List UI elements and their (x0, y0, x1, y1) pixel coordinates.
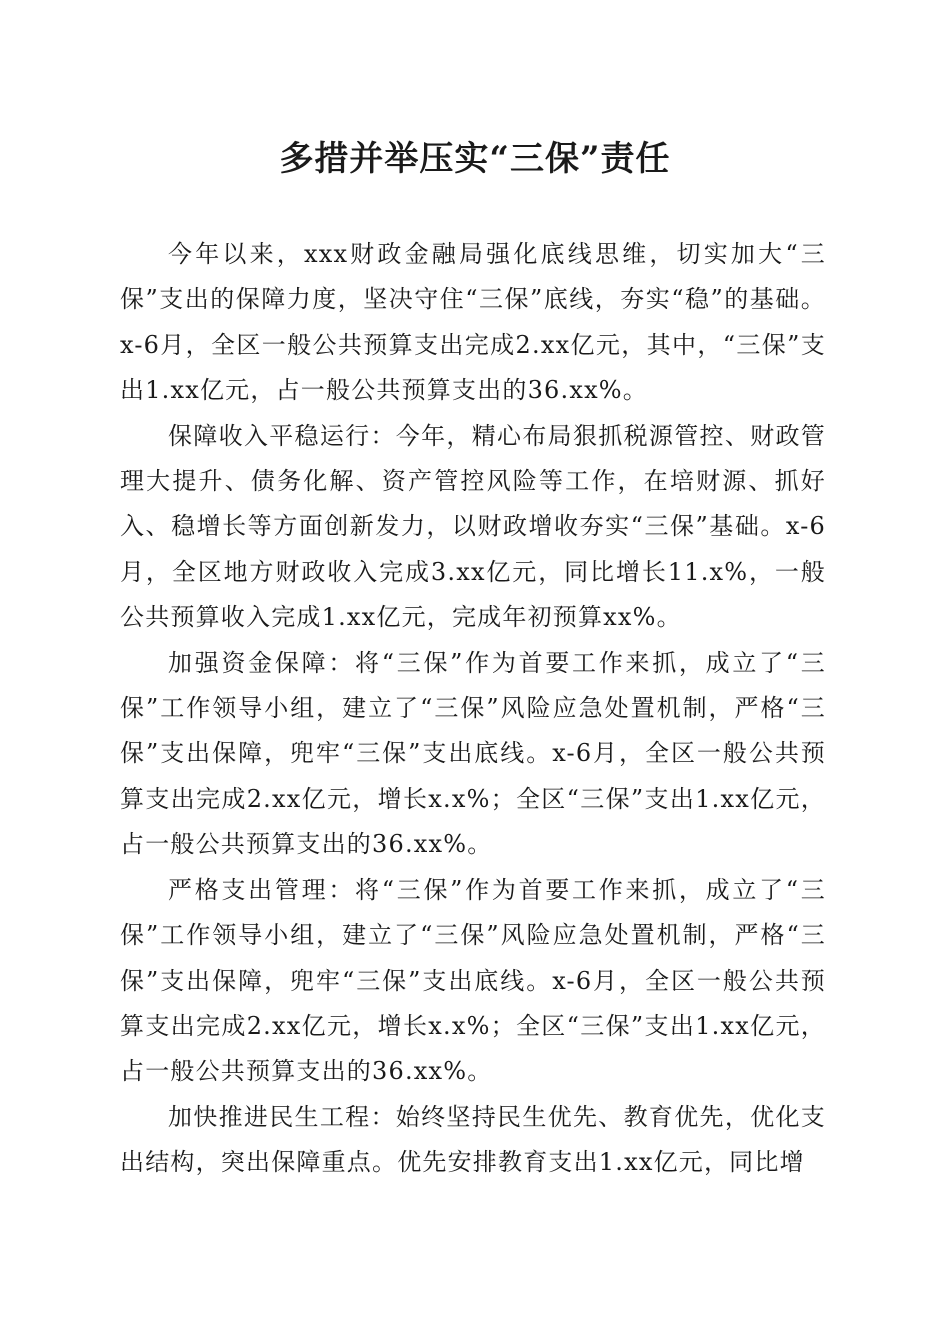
paragraph-livelihood: 加快推进民生工程：始终坚持民生优先、教育优先，优化支出结构，突出保障重点。优先安排教育支出1.xx亿元，同比增 (120, 1102, 826, 1177)
document-title: 多措并举压实“三保”责任 (279, 139, 671, 179)
document-body (120, 232, 826, 1186)
paragraph-expenditure: 严格支出管理：将“三保”作为首要工作来抓，成立了“三保”工作领导小组，建立了“三保”风险应急处置机制，严格“三保”支出保障，兜牢“三保”支出底线。x-6月，全区一般公共预算支出完成2.xx亿元，增长x.x%；全区“三保”支出1.xx亿元，占一般公共预算支出的36.xx%。 (120, 875, 826, 1086)
paragraph-intro: 今年以来，xxx财政金融局强化底线思维，切实加大“三保”支出的保障力度，坚决守住“三保”底线，夯实“稳”的基础。x-6月，全区一般公共预算支出完成2.xx亿元，其中，“三保”支出1.xx亿元，占一般公共预算支出的36.xx%。 (120, 240, 826, 405)
paragraph-funding: 加强资金保障：将“三保”作为首要工作来抓，成立了“三保”工作领导小组，建立了“三保”风险应急处置机制，严格“三保”支出保障，兜牢“三保”支出底线。x-6月，全区一般公共预算支出完成2.xx亿元，增长x.x%；全区“三保”支出1.xx亿元，占一般公共预算支出的36.xx%。 (120, 648, 826, 859)
paragraph-revenue: 保障收入平稳运行：今年，精心布局狠抓税源管控、财政管理大提升、债务化解、资产管控风险等工作，在培财源、抓好入、稳增长等方面创新发力，以财政增收夯实“三保”基础。x-6月，全区地方财政收入完成3.xx亿元，同比增长11.x%，一般公共预算收入完成1.xx亿元，完成年初预算xx%。 (120, 421, 826, 632)
